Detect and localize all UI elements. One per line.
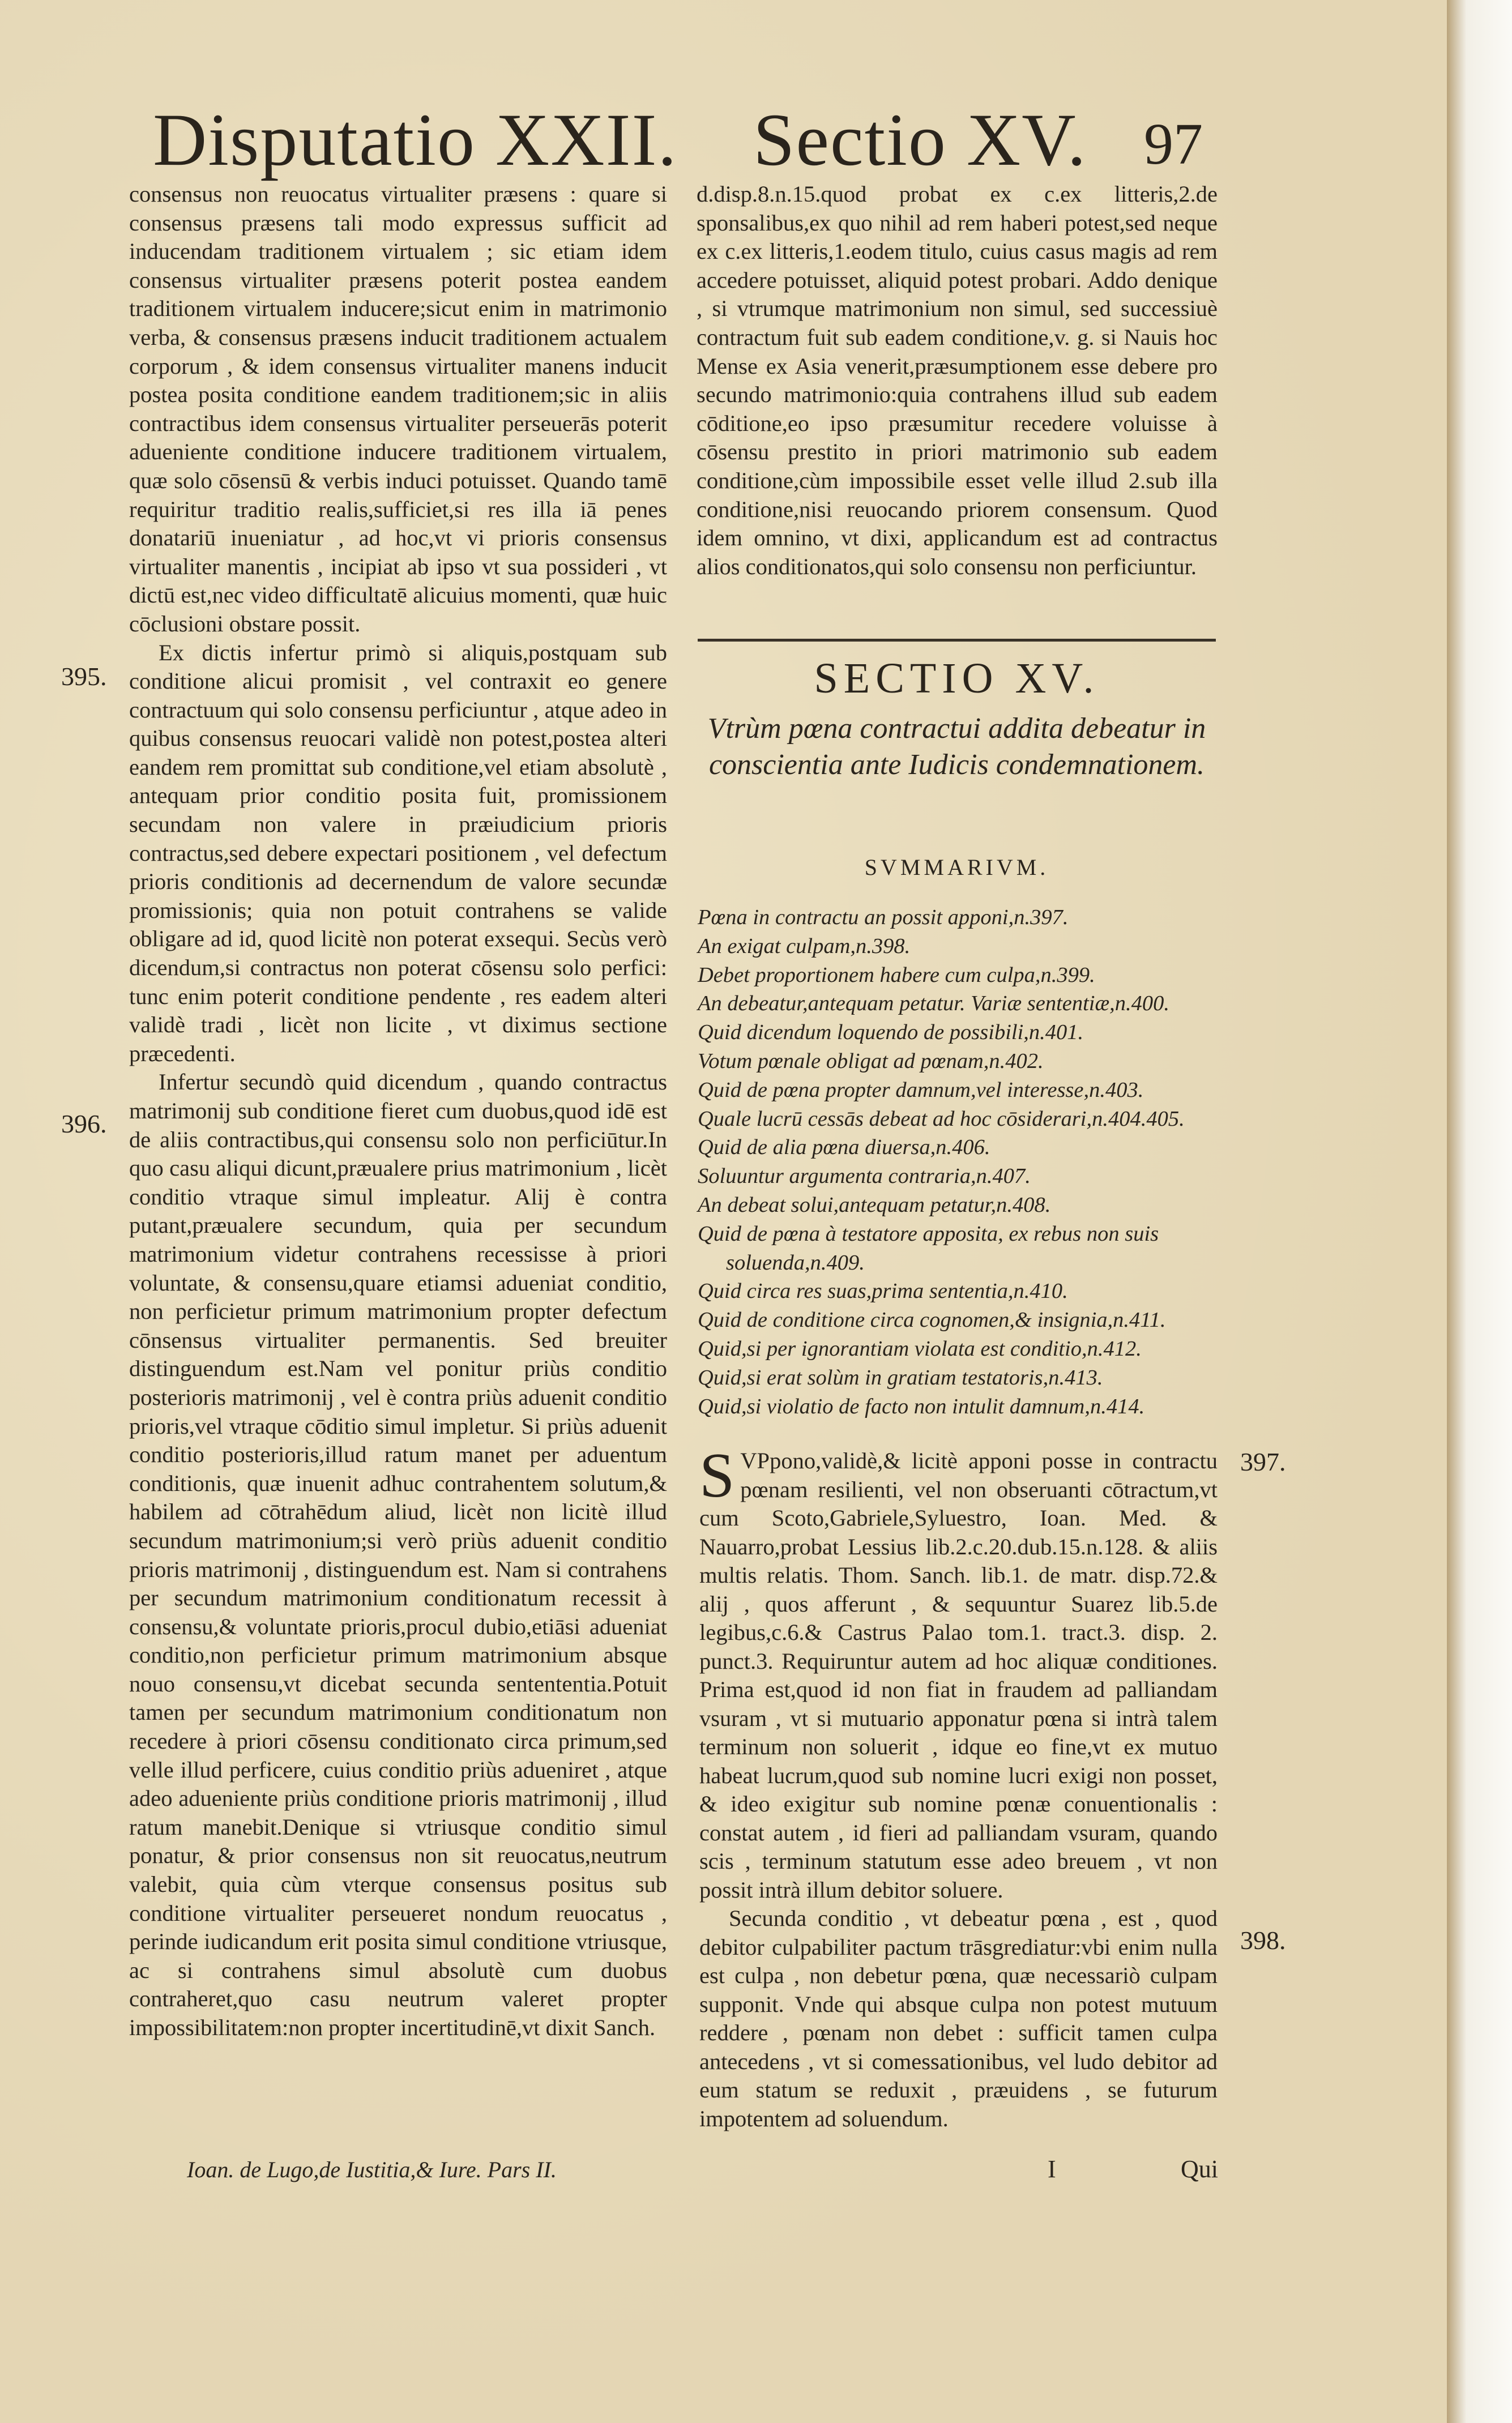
summary-item: Quid de conditione circa cognomen,& insignia,n.411. bbox=[698, 1308, 1166, 1332]
summary-item: Quid,si erat solùm in gratiam testatoris,n.413. bbox=[698, 1365, 1103, 1390]
left-paragraph: Infertur secundò quid dicendum , quando contractus matrimonij sub conditione fieret cum duobus,quod idē est de aliis contractibus,qui consensu solo non perficiūtur.In quo casu aliqui dicunt,præualere prius matrimonium , licèt conditio vtraque simul impleatur. Alij è contra putant,præualere secundum, quia per secundum matrimonium videtur contrahens recessisse à priori voluntate, & consensu,quare etiamsi adueniat conditio, non perficietur primum matrimonium propter defectum cōnsensus virtualiter permanentis. Sed breuiter distinguendum est.Nam vel ponitur priùs conditio posterioris matrimonij , vel è contra priùs aduenit conditio prioris,vel vtraque cōditio simul impletur. Si priùs aduenit conditio posterioris,illud ratum manet per aduentum conditionis, quæ inuenit adhuc contrahentem solutum,& habilem ad cōtrahēdum aliud, licèt non licitè illud secundum matrimonium;si verò priùs aduenit conditio prioris matrimonij , distinguendum est. Nam si contrahens per secundum matrimonium conditionatum recessit à consensu,& voluntate prioris,procul dubio,etiāsi adueniat conditio,non perficietur primum matrimonium absque nouo consensu,vt dicebat secunda sentententia.Potuit tamen per secundum matrimonium conditionatum non recedere à priori cōsensu conditionato circa primum,sed velle illud perficere, cuius conditio priùs adueniret , atque adeo adueniente priùs conditione prioris matrimonij , illud ratum manebit.Denique si vtriusque conditio simul ponatur, & prior consensus non sit reuocatus,neutrum valebit, quia cùm vterque consensus positus sub conditione virtualiter perseueret nondum reuocatus , perinde iudicandum erit posita simul conditione vtriusque, ac si contrahens simul absolutè cum duobus contraheret,quo casu neutrum valeret propter impossibilitatem:non propter incertitudinē,vt dixit Sanch. bbox=[129, 1069, 667, 2040]
left-paragraph: Ex dictis infertur primò si aliquis,postquam sub conditione alicui promisit , vel contraxit eo genere contractuum qui solo consensu perficiuntur , atque adeo in quibus consensus reuocari validè non potest,postea alteri eandem rem promittat sub conditione,vel etiam absolutè , antequam prior conditio posita fuit, promissionem secundam non valere in præiudicium prioris contractus,sed debere expectari positionem , vel defectum prioris conditionis ad decernendum de valore secundæ promissionis; quia non potuit contrahens se valide obligare ad id, quod licitè non poterat exsequi. Secùs verò dicendum,si contractus non poterat cōsensu solo perfici: tunc enim poterit conditione pendente , res eadem alteri validè tradi , licèt non licite , vt diximus sectione præcedenti. bbox=[129, 639, 667, 1066]
summary-item: Quid,si per ignorantiam violata est conditio,n.412. bbox=[698, 1336, 1142, 1361]
right-paragraph-text: VPpono,validè,& licitè apponi posse in contractu pœnam resilienti, vel non obseruanti cōtractum,vt cum Scoto,Gabriele,Syluestro, Ioan. Med. & Nauarro,probat Lessius lib.2.c.20.dub.15.n.128. & aliis multis relatis. Thom. Sanch. lib.1. de matr. disp.72.& alij , quos afferunt , & sequuntur Suarez lib.5.de legibus,c.6.& Castrus Palao tom.1. tract.3. disp. 2. punct.3. Requiruntur autem ad hoc aliquæ conditiones. Prima est,quod id non fiat in fraudem ad palliandam vsuram , vt si mutuario apponatur pœna si intrà talem terminum non soluerit , idque eo fine,vt ex mutuo habeat lucrum,quod sub nomine lucri exigi non posset, & ideo exigitur sub nomine pœnæ conuentionalis : constat autem , id fieri ad palliandam vsuram, quando scis , terminum statutum esse adeo breuem , vt non possit intrà illum debitor soluere. bbox=[699, 1448, 1218, 1903]
section-subtitle: Vtrùm pœna contractui addita debeatur in conscientia ante Iudicis condemnationem. bbox=[707, 712, 1206, 781]
section-rule bbox=[698, 639, 1216, 642]
summary-item: Quid de alia pœna diuersa,n.406. bbox=[698, 1135, 990, 1160]
summary-item: An debeat solui,antequam petatur,n.408. bbox=[698, 1193, 1051, 1217]
left-column bbox=[129, 180, 667, 2042]
left-paragraph: consensus non reuocatus virtualiter præsens : quare si consensus præsens tali modo expressus sufficit ad inducendam traditionem virtualem ; sic etiam idem consensus virtualiter præsens poterit postea eandem traditionem virtualem inducere;sicut enim in matrimonio verba, & consensus præsens inducit traditionem actualem corporum , & idem consensus virtualiter manens inducit postea posita conditione eandem traditionem;sic in aliis contractibus idem consensus virtualiter perseuerās poterit adueniente conditione inducere traditionem virtualem, quæ solo cōsensū & verbis induci potuisset. Quando tamē requiritur traditio realis,sufficiet,si res illa iā penes donatariū inueniatur , ad hoc,vt vi prioris consensus virtualiter manentis , incipiat ab ipso vt sua possideri , vt dictū est,nec video difficultatē alicuius momenti, quæ huic cōclusioni obstare possit. bbox=[129, 181, 667, 636]
margin-number: 396. bbox=[61, 1109, 107, 1138]
summary-item: Pœna in contractu an possit apponi,n.397. bbox=[698, 905, 1069, 929]
drop-cap: S bbox=[699, 1441, 735, 1511]
catchword: Qui bbox=[1181, 2155, 1218, 2183]
summary-list bbox=[698, 903, 1219, 1421]
margin-number: 395. bbox=[61, 662, 107, 691]
summary-item: soluenda,n.409. bbox=[726, 1250, 865, 1275]
running-footer: Ioan. de Lugo,de Iustitia,& Iure. Pars II. bbox=[187, 2157, 557, 2182]
summary-item: Votum pœnale obligat ad pœnam,n.402. bbox=[698, 1049, 1044, 1073]
summary-item: Quid de pœna propter damnum,vel interesse,n.403. bbox=[698, 1078, 1144, 1102]
summary-item: Quid dicendum loquendo de possibili,n.401. bbox=[698, 1020, 1084, 1045]
page-edge bbox=[1447, 0, 1512, 2423]
right-paragraph: d.disp.8.n.15.quod probat ex c.ex litteris,2.de sponsalibus,ex quo nihil ad rem haberi potest,sed neque ex c.ex litteris,1.eodem titulo, cuius casus magis ad rem accedere potuisset, aliquid potest probari. Addo denique , si vtrumque matrimonium non simul, sed successiuè contractum fuit sub eadem conditione,v. g. si Nauis hoc Mense ex Asia venerit,præsumptionem esse debere pro secundo matrimonio:quia contrahens illud sub eadem cōditione,eo ipso præsumitur recedere voluisse à cōsensu prestito in priori matrimonio sub eadem conditione,cùm impossibile esset velle illud 2.sub illa conditione,nisi reuocando priorem consensum. Quod idem omnino, vt dixi, applicandum est ad contractus alios conditionatos,qui solo consensu non perficiuntur. bbox=[697, 181, 1218, 579]
page-number: 97 bbox=[1144, 112, 1203, 177]
summary-item: Quid de pœna à testatore apposita, ex rebus non suis bbox=[698, 1221, 1159, 1246]
summary-item: Soluuntur argumenta contraria,n.407. bbox=[698, 1164, 1031, 1189]
right-paragraph: Secunda conditio , vt debeatur pœna , est , quod debitor culpabiliter pactum trāsgrediatur:vbi enim nulla est culpa , non debetur pœna, quæ necessariò culpam supponit. Vnde qui absque culpa non potest mutuum reddere , pœnam non debet : sufficit tamen culpa antecedens , vt si comessationibus, vel ludo debitor ad eum statum se reduxit , præuidens , se futurum impotentem ad soluendum. bbox=[699, 1905, 1218, 2131]
summary-heading: SVMMARIVM. bbox=[864, 854, 1049, 880]
summary-item: An exigat culpam,n.398. bbox=[698, 934, 911, 958]
margin-number: 397. bbox=[1240, 1447, 1286, 1476]
running-head-left: Disputatio XXII. bbox=[153, 98, 678, 181]
section-title: SECTIO XV. bbox=[814, 655, 1100, 702]
summary-item: Quale lucrū cessās debeat ad hoc cōsiderari,n.404.405. bbox=[698, 1106, 1185, 1131]
summary-item: Debet proportionem habere cum culpa,n.399. bbox=[698, 963, 1095, 987]
summary-item: Quid circa res suas,prima sententia,n.410. bbox=[698, 1279, 1068, 1304]
running-head-section: Sectio XV. bbox=[753, 98, 1087, 181]
right-column-top bbox=[697, 180, 1218, 581]
margin-number: 398. bbox=[1240, 1926, 1286, 1955]
summary-item: Quid,si violatio de facto non intulit damnum,n.414. bbox=[698, 1394, 1145, 1418]
right-paragraph bbox=[699, 1441, 1218, 1904]
right-column-body bbox=[699, 1441, 1218, 2133]
summary-item: An debeatur,antequam petatur. Variæ sententiæ,n.400. bbox=[698, 992, 1170, 1016]
signature-mark: I bbox=[1048, 2155, 1056, 2183]
